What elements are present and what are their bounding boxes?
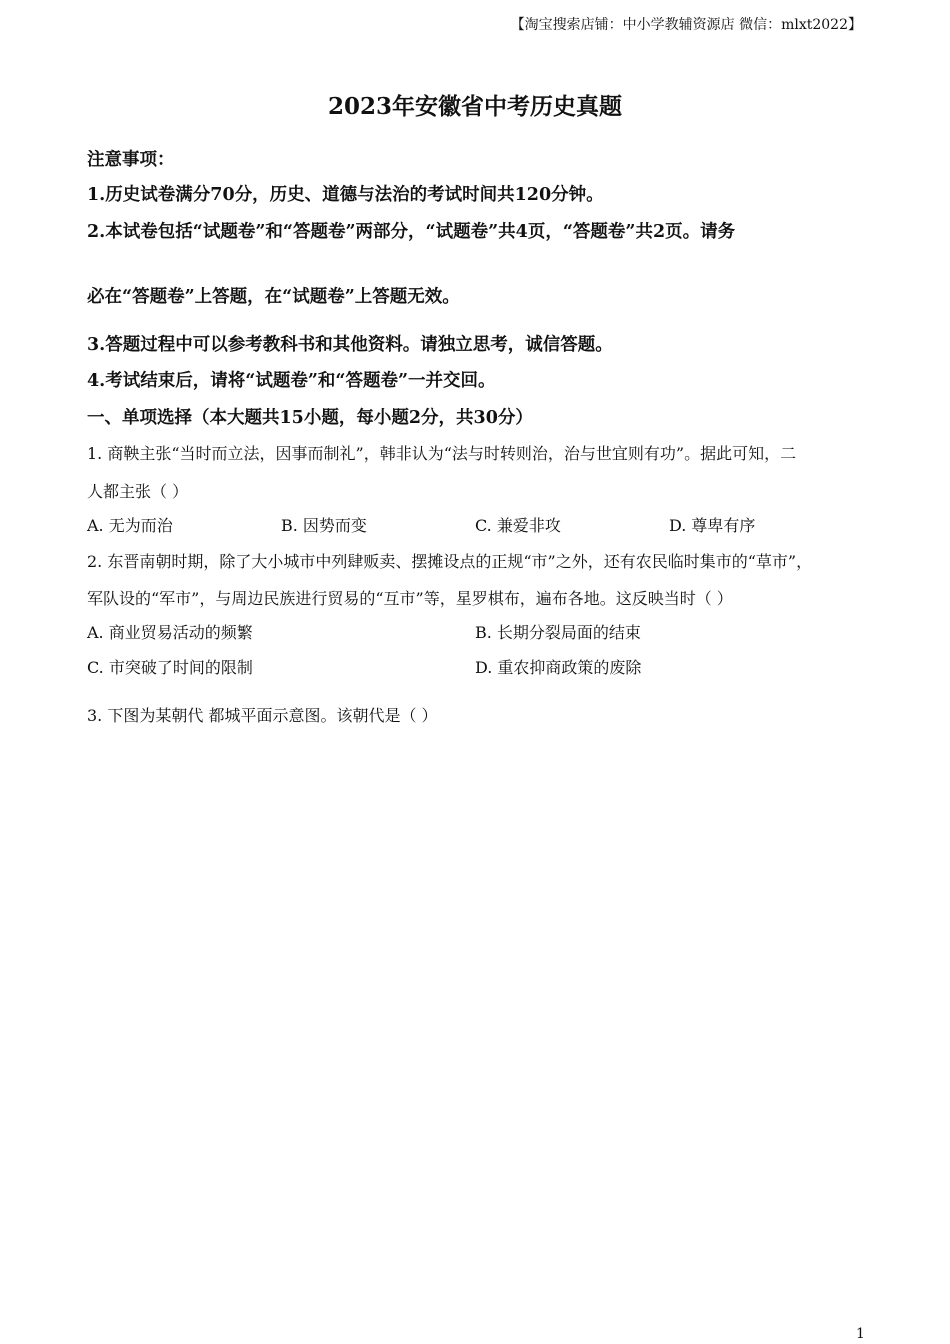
- question-3-stem-line-1: 3. 下图为某朝代 都城平面示意图。该朝代是（ ）: [87, 706, 438, 725]
- page-number: 1: [856, 1326, 865, 1342]
- page-title: 2023年安徽省中考历史真题: [327, 93, 622, 120]
- question-1-stem-line-2: 人都主张（ ）: [87, 482, 189, 501]
- notice-item-3: 3.答题过程中可以参考教科书和其他资料。请独立思考，诚信答题。: [87, 335, 613, 355]
- notice-item-4: 4.考试结束后，请将“试题卷”和“答题卷”一并交回。: [87, 371, 496, 391]
- notice-item-1: 1.历史试卷满分70分，历史、道德与法治的考试时间共120分钟。: [87, 185, 604, 205]
- notice-item-2-line-1: 2.本试卷包括“试题卷”和“答题卷”两部分，“试题卷”共4页，“答题卷”共2页。请务: [87, 222, 736, 242]
- question-2-option-c: C. 市突破了时间的限制: [87, 658, 253, 677]
- section-heading: 一、单项选择（本大题共15小题，每小题2分，共30分）: [87, 408, 533, 428]
- notice-item-2-line-2: 必在“答题卷”上答题，在“试题卷”上答题无效。: [87, 287, 460, 307]
- question-2-option-a: A. 商业贸易活动的频繁: [87, 623, 253, 642]
- question-1-option-a: A. 无为而治: [87, 516, 173, 535]
- header-note: 【淘宝搜索店铺：中小学教辅资源店 微信：mlxt2022】: [510, 17, 862, 33]
- question-2-stem-line-2: 军队设的“军市”，与周边民族进行贸易的“互市”等，星罗棋布，遍布各地。这反映当时（ ）: [87, 589, 733, 608]
- question-1-option-c: C. 兼爱非攻: [475, 516, 561, 535]
- question-2-option-b: B. 长期分裂局面的结束: [475, 623, 641, 642]
- question-2-option-d: D. 重农抑商政策的废除: [475, 658, 642, 677]
- question-1-stem-line-1: 1. 商鞅主张“当时而立法，因事而制礼”，韩非认为“法与时转则治，治与世宜则有功”。据此可知，二: [87, 444, 797, 463]
- question-1-option-b: B. 因势而变: [281, 516, 367, 535]
- notice-heading: 注意事项：: [87, 150, 175, 170]
- question-1-option-d: D. 尊卑有序: [669, 516, 756, 535]
- question-2-stem-line-1: 2. 东晋南朝时期，除了大小城市中列肆贩卖、摆摊设点的正规“市”之外，还有农民临时集市的“草市”，: [87, 552, 813, 571]
